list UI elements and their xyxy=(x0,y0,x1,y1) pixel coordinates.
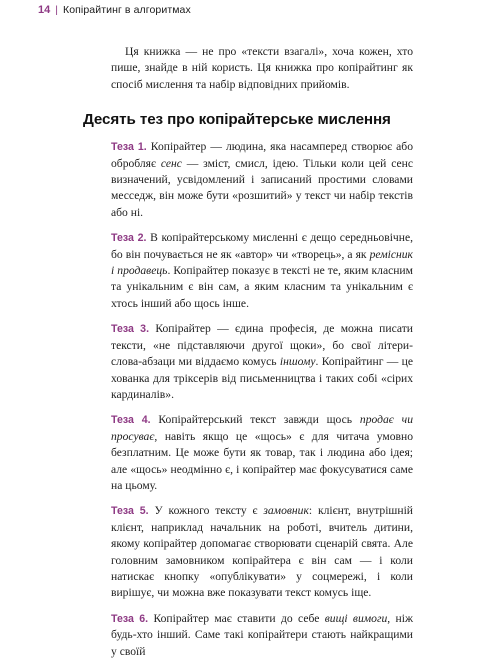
thesis-text: : клієнт, внутрішній клієнт, наприклад начальник на роботі, вчитель дитини, якому копірайтер допомагає створювати сценарій свята. Але головним замовником копірайтера є він сам — і коли натискає кнопку «опублікувати» у соцмережі, і коли вирішує, чи можна вже показувати текст комусь іще. xyxy=(111,504,413,600)
running-title: Копірайтинг в алгоритмах xyxy=(62,4,191,16)
emphasis-text: замовник xyxy=(263,504,309,518)
thesis-label: Теза 3. xyxy=(111,323,150,336)
thesis-label: Теза 1. xyxy=(111,141,147,154)
thesis-text: Копірайтер — людина, яка насамперед створює або обробляє xyxy=(111,140,414,170)
thesis-text: . Копірайтер показує в тексті не те, яким класним та унікальним є він сам, а яким класним та унікальним є хтось інший або щось інше. xyxy=(111,264,413,310)
thesis-text: Копірайтер має ставити до себе xyxy=(148,611,325,625)
intro-paragraph: Ця книжка — не про «тексти взагалі», хоча кожен, хто пише, знайде в ній користь. Ця книжка про копірайтинг як спосіб мислення та набір відповідних прийомів. xyxy=(111,45,413,91)
thesis-paragraph xyxy=(111,139,413,221)
emphasis-text: сенс xyxy=(160,156,182,170)
thesis-paragraph xyxy=(111,611,413,660)
thesis-label: Теза 5. xyxy=(111,505,149,518)
thesis-paragraph xyxy=(111,321,413,403)
thesis-text: В копірайтерському мисленні є дещо середньовічне, бо він почувається не як «автор» чи «творець», а як xyxy=(111,231,413,261)
thesis-text: Копірайтер — єдина професія, де можна писати тексти, «не підставляючи другої щоки», бо свої літери-слова-абзаци ми віддаємо комусь xyxy=(111,322,413,369)
thesis-text: Копірайтерський текст завжди щось xyxy=(150,413,360,427)
thesis-text: , навіть якщо це «щось» є для читача умовно безплатним. Це може бути як товар, так і людина або ідея; але «щось» неодмінно є, і копірайтер має фокусуватися саме на цьому. xyxy=(111,429,413,492)
thesis-label: Теза 6. xyxy=(111,612,149,625)
running-header xyxy=(38,2,191,18)
emphasis-text: вищі вимоги xyxy=(324,611,388,625)
thesis-text: — зміст, смисл, ідею. Тільки коли цей сенс визначений, усвідомлений і записаний простими словами месседж, він може бути «розшитий» у текст чи набір текстів або ні. xyxy=(111,156,413,219)
emphasis-text: ремісник і продавець xyxy=(111,247,413,278)
theses-list xyxy=(111,139,413,660)
page-body xyxy=(83,44,414,669)
thesis-paragraph xyxy=(111,503,413,601)
section-heading: Десять тез про копірайтерське мислення xyxy=(83,111,391,129)
thesis-label: Теза 2. xyxy=(111,232,147,245)
thesis-text: , ніж будь-хто інший. Саме такі копірайтери стають найкращими у своїй xyxy=(111,611,413,658)
thesis-label: Теза 4. xyxy=(111,414,151,427)
page-number: 14 xyxy=(38,4,51,16)
thesis-text: . Копірайтинг — це хованка для тріксерів від письменництва і таких собі «сірих кардиналів». xyxy=(111,355,413,401)
thesis-text: У кожного тексту є xyxy=(148,504,264,518)
thesis-paragraph xyxy=(111,412,413,494)
emphasis-text: іншому xyxy=(279,355,316,369)
header-separator: | xyxy=(55,4,58,16)
emphasis-text: продає чи просуває xyxy=(111,413,413,443)
thesis-paragraph xyxy=(111,230,413,312)
